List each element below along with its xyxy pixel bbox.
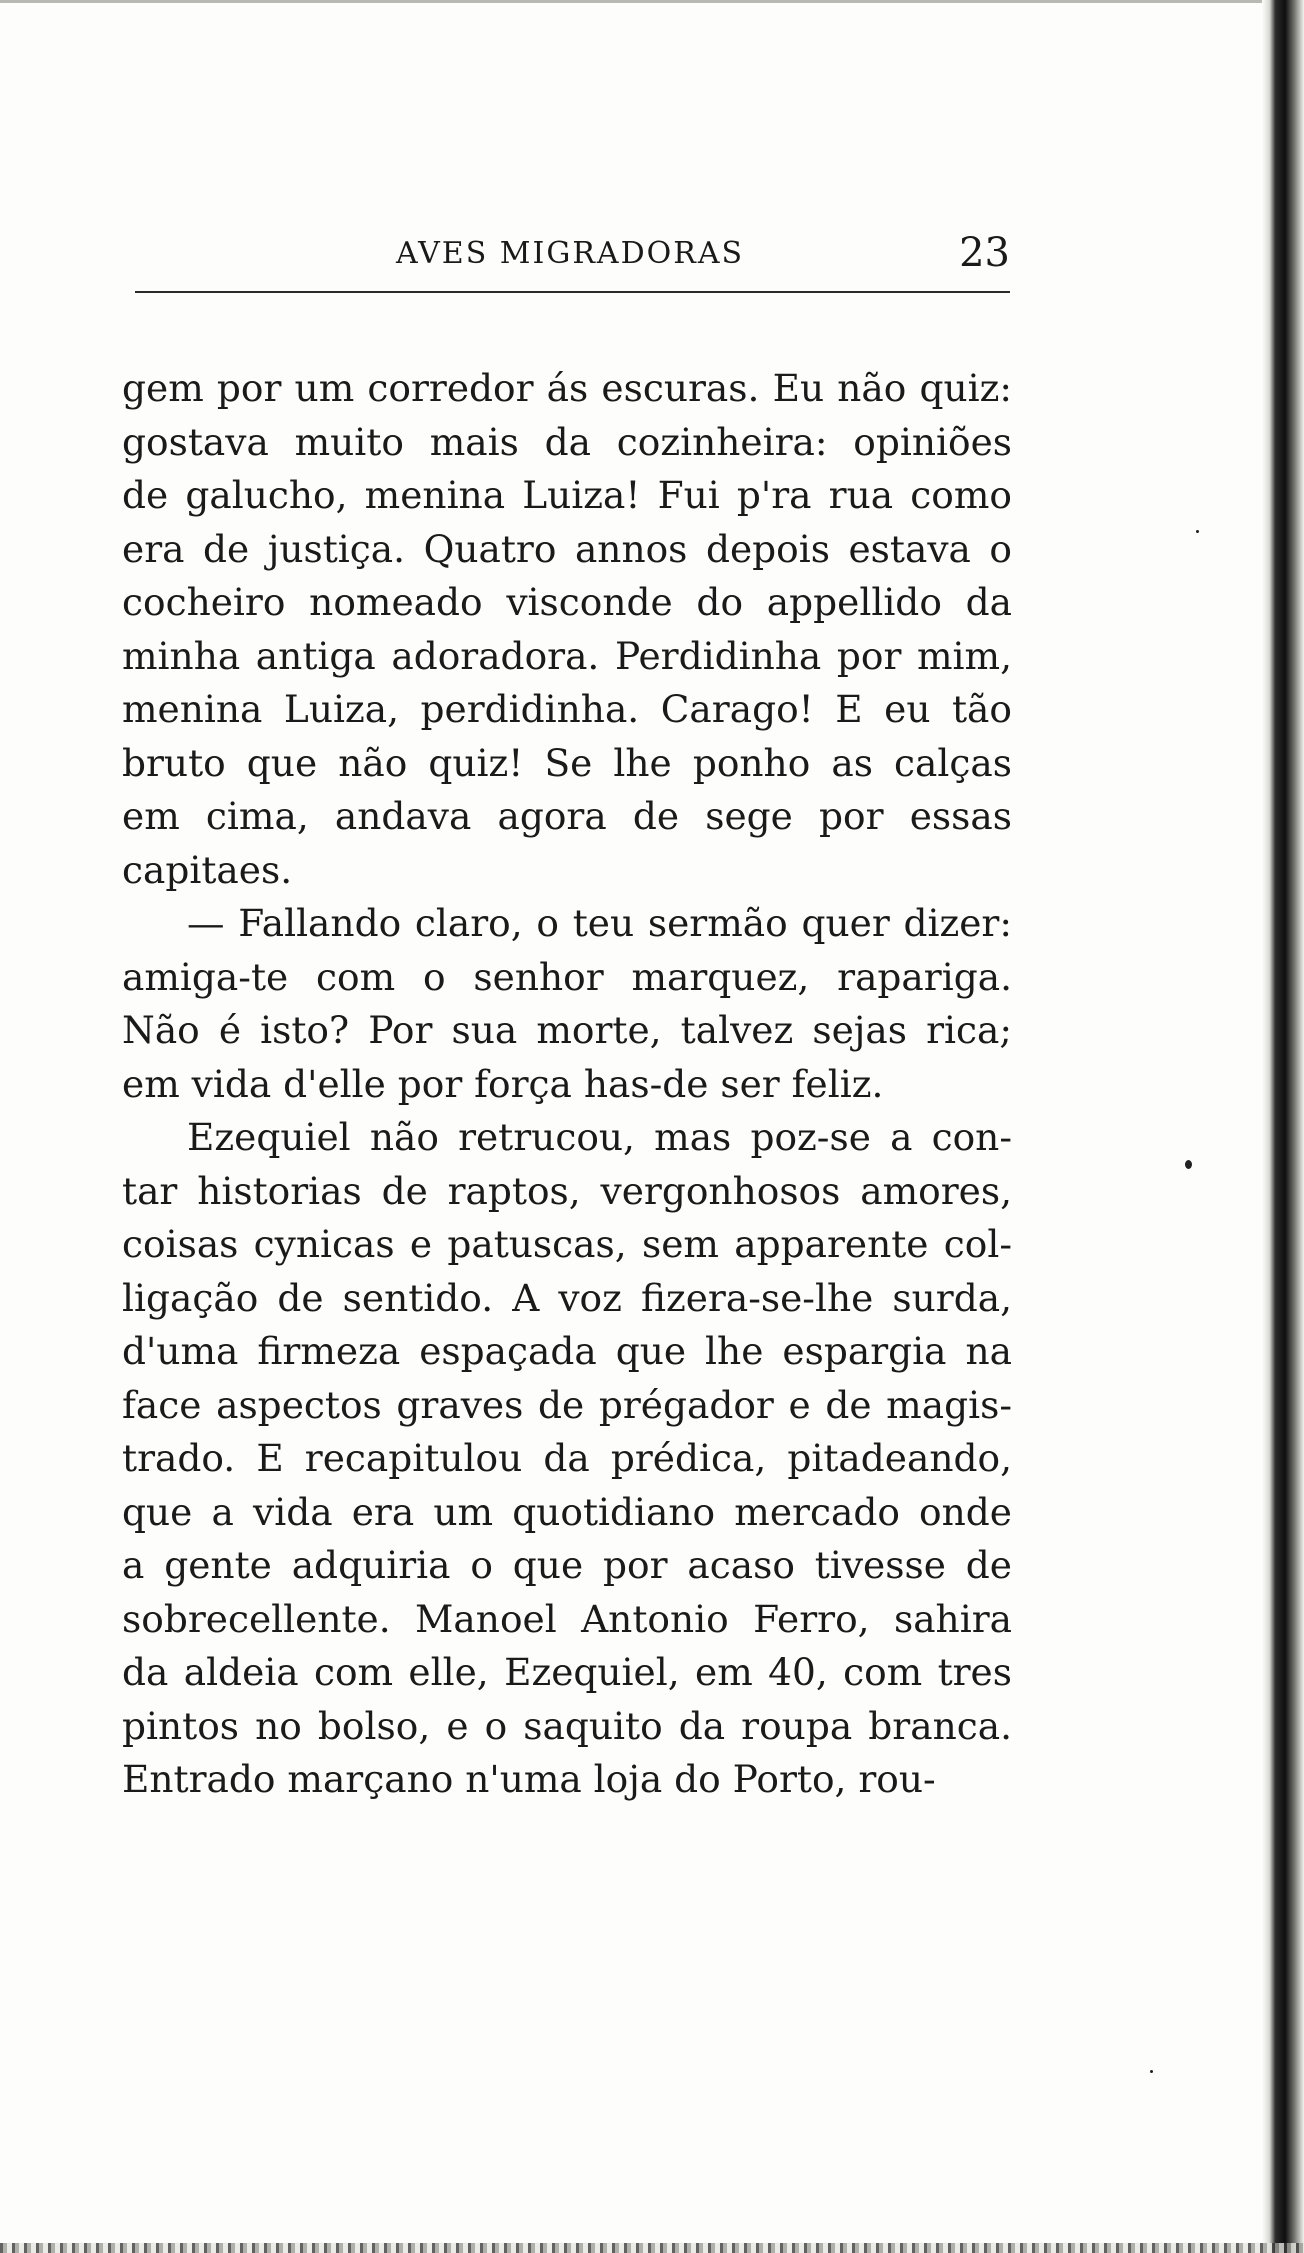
page-top-edge [0, 0, 1304, 3]
paragraph-2 [122, 897, 1012, 1111]
text-line: trado. E recapitulou da prédica, pitadeando, [122, 1436, 1012, 1480]
ink-speck [1185, 1160, 1192, 1169]
text-line: d'uma firmeza espaçada que lhe espargia na [122, 1329, 1012, 1373]
running-title: AVES MIGRADORAS [395, 236, 745, 271]
header-rule [135, 291, 1010, 293]
page-bottom-edge [0, 2243, 1304, 2253]
text-line: em cima, andava agora de sege por essas [122, 794, 1012, 838]
text-line: de galucho, menina Luiza! Fui p'ra rua como [122, 473, 1012, 517]
text-line: que a vida era um quotidiano mercado onde [122, 1489, 1012, 1534]
paragraph-1 [122, 362, 1012, 897]
text-line: — Fallando claro, o teu sermão quer dizer: [187, 901, 1012, 945]
text-line: Entrado marçano n'uma loja do Porto, rou- [122, 1757, 936, 1801]
text-line: em vida d'elle por força has-de ser feliz. [122, 1061, 884, 1106]
ink-speck [1150, 2070, 1153, 2073]
text-line: amiga-te com o senhor marquez, rapariga. [122, 954, 1012, 999]
text-line: Não é isto? Por sua morte, talvez sejas rica; [122, 1008, 1012, 1052]
text-line: da aldeia com elle, Ezequiel, em 40, com tres [122, 1650, 1012, 1694]
text-line: cocheiro nomeado visconde do appellido da [122, 580, 1012, 624]
text-line: menina Luiza, perdidinha. Carago! E eu tão [122, 687, 1012, 731]
text-line: minha antiga adoradora. Perdidinha por mim, [122, 633, 1012, 678]
text-line: face aspectos graves de prégador e de magis- [122, 1382, 1012, 1427]
body-text [122, 362, 1012, 1807]
paragraph-3 [122, 1111, 1012, 1807]
text-line: Ezequiel não retrucou, mas poz-se a con- [187, 1115, 1012, 1159]
text-line: sobrecellente. Manoel Antonio Ferro, sahira [122, 1596, 1012, 1641]
book-gutter-shadow [1262, 0, 1304, 2253]
text-line: gem por um corredor ás escuras. Eu não quiz: [122, 366, 1012, 410]
text-line: ligação de sentido. A voz fizera-se-lhe surda, [122, 1275, 1012, 1320]
running-head [130, 230, 1010, 284]
text-line: pintos no bolso, e o saquito da roupa branca. [122, 1703, 1012, 1748]
text-line: capitaes. [122, 847, 293, 892]
text-line: tar historias de raptos, vergonhosos amores, [122, 1168, 1012, 1213]
page-number: 23 [959, 230, 1010, 276]
text-line: era de justiça. Quatro annos depois estava o [122, 526, 1012, 571]
text-line: a gente adquiria o que por acaso tivesse de [122, 1543, 1012, 1587]
text-line: coisas cynicas e patuscas, sem apparente col- [122, 1222, 1012, 1266]
ink-speck [1196, 530, 1199, 533]
text-line: bruto que não quiz! Se lhe ponho as calças [122, 740, 1012, 785]
text-line: gostava muito mais da cozinheira: opiniões [122, 419, 1012, 464]
